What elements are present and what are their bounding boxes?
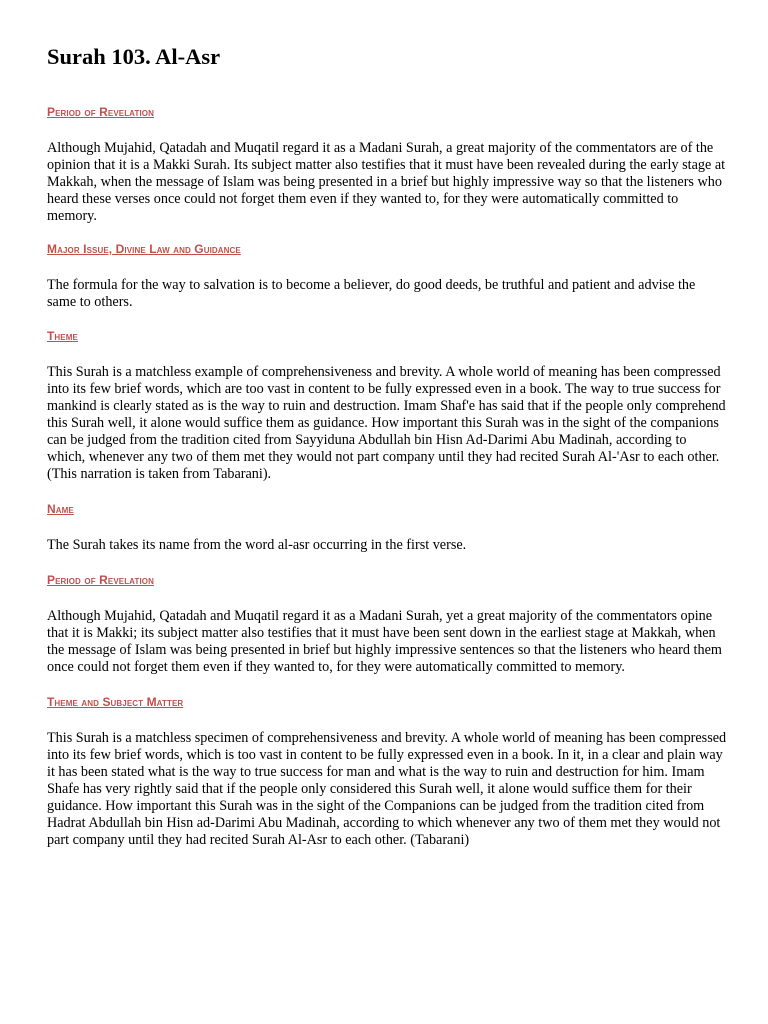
section-heading-theme: Theme xyxy=(47,329,78,343)
section-paragraph-period-of-revelation: Although Mujahid, Qatadah and Muqatil regard it as a Madani Surah, a great majority of the commentators are of the opinion that it is a Makki Surah. Its subject matter also testifies that it must have been revealed during the early stage at Makkah, when the message of Islam was being presented in a brief but highly impressive way so that the listeners who heard these verses once could not forget them even if they wanted to, for they were automatically committed to memory. xyxy=(47,140,726,224)
section-paragraph-name: The Surah takes its name from the word al-asr occurring in the first verse. xyxy=(47,537,467,553)
page-title: Surah 103. Al-Asr xyxy=(47,44,221,69)
section-heading-major-issue: Major Issue, Divine Law and Guidance xyxy=(47,242,241,256)
section-paragraph-theme: This Surah is a matchless example of comprehensiveness and brevity. A whole world of meaning has been compressed into its few brief words, which are too vast in content to be fully expressed even in a book. The way to true success for mankind is clearly stated as is the way to ruin and destruction. Imam Shaf'e has said that if the people only comprehend this Surah well, it alone would suffice them as guidance. How important this Surah was in the sight of the companions can be judged from the tradition cited from Sayyiduna Abdullah bin Hisn Ad-Darimi Abu Madinah, according to which, whenever any two of them met they would not part company until they had recited Surah Al-'Asr to each other. (This narration is taken from Tabarani). xyxy=(47,364,726,482)
section-heading-theme-and-subject-matter: Theme and Subject Matter xyxy=(47,695,184,709)
section-heading-name: Name xyxy=(47,502,74,516)
section-heading-period-of-revelation-2: Period of Revelation xyxy=(47,573,154,587)
section-paragraph-theme-and-subject-matter: This Surah is a matchless specimen of comprehensiveness and brevity. A whole world of meaning has been compressed into its few brief words, which is too vast in content to be fully expressed even in a book. In it, in a clear and plain way it has been stated what is the way to true success for man and what is the way to ruin and destruction for him. Imam Shafe has very rightly said that if the people only considered this Surah well, it alone would suffice them for their guidance. How important this Surah was in the sight of the Companions can be judged from the tradition cited from Hadrat Abdullah bin Hisn ad-Darimi Abu Madinah, according to which whenever any two of them met they would not part company until they had recited Surah Al-Asr to each other. (Tabarani) xyxy=(47,730,727,848)
section-paragraph-period-of-revelation-2: Although Mujahid, Qatadah and Muqatil regard it as a Madani Surah, yet a great majority of the commentators opine that it is Makki; its subject matter also testifies that it must have been sent down in the earliest stage at Makkah, when the message of Islam was being presented in brief but highly impressive sentences so that the listeners who heard them once could not forget them even if they wanted to, for they were automatically committed to memory. xyxy=(47,608,722,675)
section-paragraph-major-issue: The formula for the way to salvation is to become a believer, do good deeds, be truthful and patient and advise the same to others. xyxy=(47,277,696,310)
document-page xyxy=(47,44,727,849)
section-heading-period-of-revelation: Period of Revelation xyxy=(47,105,154,119)
